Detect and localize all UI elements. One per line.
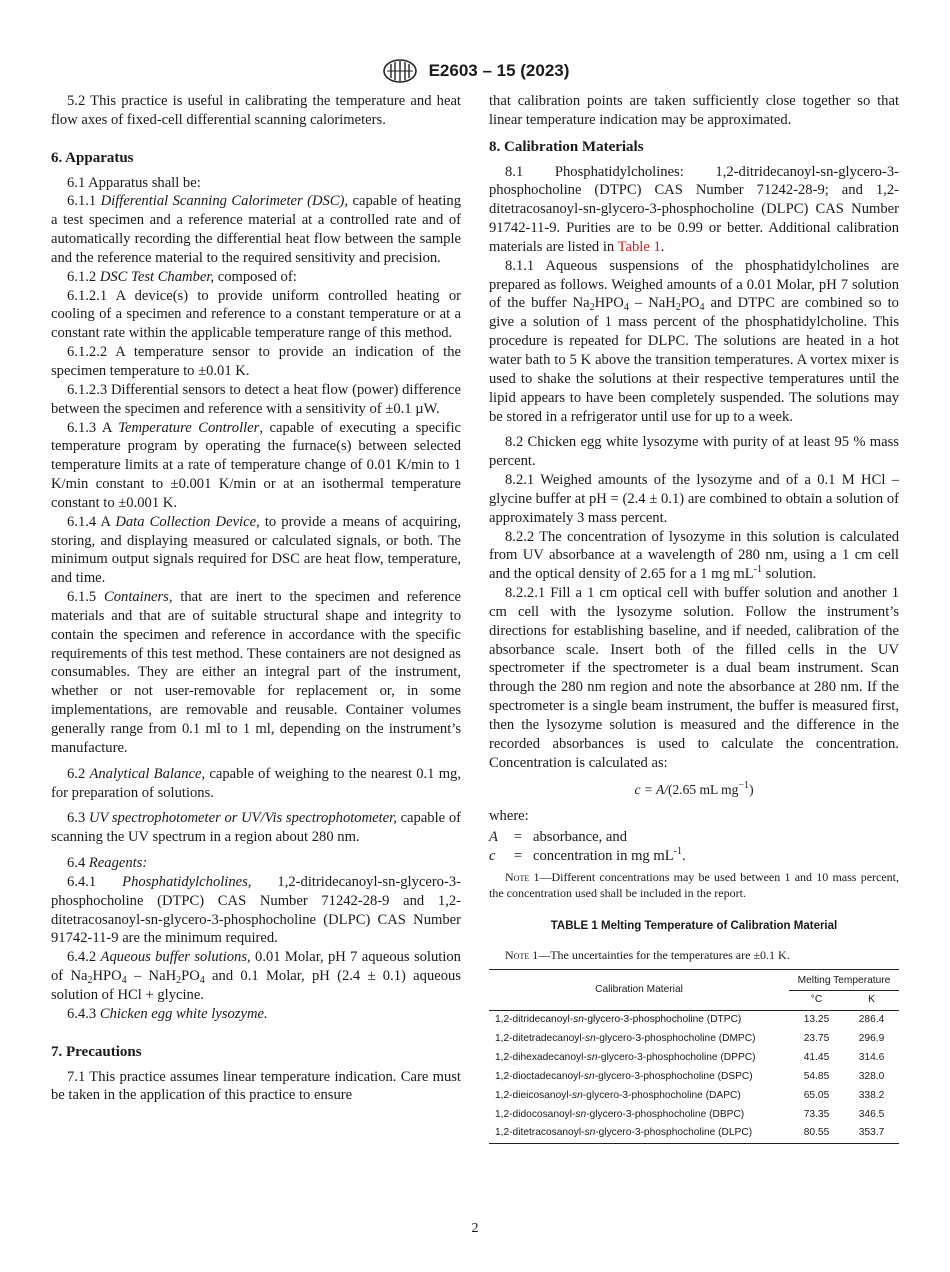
table-1-link[interactable]: Table 1 bbox=[617, 238, 661, 255]
paragraph-6-1-4: 6.1.4 A Data Collection Device, to provide a means of acquiring, storing, and displaying measured or calculated signals, or both. The minimum output signals required for DSC are heat flow, temperature, and time. bbox=[51, 513, 461, 587]
paragraph-6-1-2-1: 6.1.2.1 A device(s) to provide uniform controlled heating or cooling of a specimen and reference to a constant temperature or at a constant rate within the applicable temperature range of this method. bbox=[51, 287, 461, 342]
astm-logo-icon bbox=[381, 58, 419, 84]
material-cell: 1,2-dihexadecanoyl-sn-glycero-3-phosphocholine (DPPC) bbox=[495, 1051, 756, 1063]
note-1: Note 1—Different concentrations may be used between 1 and 10 mass percent, the concentration used shall be included in the report. bbox=[489, 869, 900, 900]
paragraph-7-1-continued: that calibration points are taken sufficiently close together so that linear temperature indication may be approximated. bbox=[489, 93, 899, 128]
material-cell: 1,2-dieicosanoyl-sn-glycero-3-phosphocholine (DAPC) bbox=[495, 1089, 741, 1101]
table-row bbox=[489, 1049, 899, 1068]
material-cell: 1,2-ditetracosanoyl-sn-glycero-3-phosphocholine (DLPC) bbox=[495, 1127, 753, 1139]
kelvin-cell: 296.9 bbox=[858, 1033, 885, 1045]
paragraph-6-4-3: 6.4.3 Chicken egg white lysozyme. bbox=[67, 1005, 268, 1022]
kelvin-cell: 338.2 bbox=[858, 1089, 885, 1101]
kelvin-cell: 314.6 bbox=[858, 1051, 885, 1063]
paragraph-8-2-2: 8.2.2 The concentration of lysozyme in this solution is calculated from UV absorbance at a wavelength of 280 nm, using a 1 cm cell and the optical density of 2.65 for a 1 mg $mL^{-1}$ solution. bbox=[489, 528, 899, 583]
material-cell: 1,2-didocosanoyl-sn-glycero-3-phosphocholine (DBPC) bbox=[495, 1108, 745, 1120]
celsius-cell: 73.35 bbox=[803, 1108, 830, 1120]
where-label: where: bbox=[489, 808, 529, 825]
paragraph-7-1: 7.1 This practice assumes linear temperature indication. Care must be taken in the application of this practice to ensure bbox=[51, 1068, 461, 1104]
page-number: 2 bbox=[471, 1221, 479, 1236]
paragraph-6-2: 6.2 Analytical Balance, capable of weighing to the nearest 0.1 mg, for preparation of solutions. bbox=[51, 765, 461, 801]
celsius-cell: 65.05 bbox=[803, 1089, 830, 1101]
page-header bbox=[0, 58, 950, 82]
celsius-cell: 80.55 bbox=[803, 1127, 830, 1139]
paragraph-6-4: 6.4 Reagents: bbox=[67, 855, 148, 872]
definition-c: c = concentration in mg $mL^{-1}$. bbox=[489, 846, 686, 865]
table-row bbox=[489, 1011, 899, 1030]
celsius-cell: 54.85 bbox=[803, 1070, 830, 1082]
paragraph-6-1-3: 6.1.3 A Temperature Controller, capable of executing a specific temperature program by operating the furnace(s) between selected temperature limits at a rate of temperature change of 0.01 K/min to 1 K/min constant to ±0.001 K/min or at an isothermal temperature constant to ±0.001 K. bbox=[51, 419, 461, 511]
kelvin-cell: 328.0 bbox=[858, 1070, 885, 1082]
material-cell: 1,2-ditetradecanoyl-sn-glycero-3-phosphocholine (DMPC) bbox=[495, 1033, 756, 1045]
paragraph-8-2: 8.2 Chicken egg white lysozyme with purity of at least 95 % mass percent. bbox=[489, 434, 899, 470]
kelvin-cell: 353.7 bbox=[858, 1127, 885, 1139]
table-row bbox=[489, 1030, 899, 1049]
celsius-cell: 23.75 bbox=[803, 1033, 830, 1045]
celsius-cell: 13.25 bbox=[803, 1014, 830, 1026]
column-header-celsius: °C bbox=[789, 991, 844, 1011]
table-note: Note 1—The uncertainties for the temperatures are ±0.1 K. bbox=[505, 947, 790, 962]
paragraph-6-1-1: 6.1.1 Differential Scanning Calorimeter (DSC), capable of heating a test specimen and a reference material at a controlled rate and of automatically recording the differential heat flow between the sample and the reference material to the required sensitivity and precision. bbox=[51, 193, 462, 266]
celsius-cell: 41.45 bbox=[803, 1051, 830, 1063]
section-6-heading: 6. Apparatus bbox=[51, 149, 134, 166]
material-cell: 1,2-ditridecanoyl-sn-glycero-3-phosphocholine (DTPC) bbox=[495, 1014, 742, 1026]
paragraph-6-1-2-3: 6.1.2.3 Differential sensors to detect a heat flow (power) difference between the specimen and reference with a sensitivity of ±0.1 µW. bbox=[51, 381, 461, 417]
kelvin-cell: 286.4 bbox=[858, 1014, 885, 1026]
column-header-material: Calibration Material bbox=[489, 969, 789, 1011]
paragraph-6-1-5: 6.1.5 Containers, that are inert to the specimen and reference materials and that are of suitable structural shape and integrity to contain the specimen and reference in accordance with the specific requirements of this test method. These containers are not designed as consumables. They are either an integral part of the instrument, whether or not user-removable for replacement or, in some implementations, are removable and reusable. Container volumes generally range from 0.1 ml to 1 ml, depending on the instrument’s manufacture. bbox=[51, 589, 461, 756]
column-header-kelvin: K bbox=[844, 991, 899, 1011]
paragraph-6-3: 6.3 UV spectrophotometer or UV/Vis spectrophotometer, capable of scanning the UV spectrum in a region about 280 nm. bbox=[51, 810, 461, 846]
material-cell: 1,2-dioctadecanoyl-sn-glycero-3-phosphocholine (DSPC) bbox=[495, 1070, 753, 1082]
paragraph-5-2: 5.2 This practice is useful in calibrating the temperature and heat flow axes of fixed-cell differential scanning calorimeters. bbox=[51, 93, 461, 128]
concentration-formula: c = A/(2.65 mL $mg^{-1}$) bbox=[634, 779, 754, 797]
paragraph-8-1: 8.1 Phosphatidylcholines: 1,2-ditridecanoyl-sn-glycero-3-phosphocholine (DTPC) CAS Number 71242-28-9; and 1,2-ditetracosanoyl-sn-glycero-3-phosphocholine (DLPC) CAS Number 91742-11-9. Purities are to be 0.99 or better. Additional calibration materials are listed in Table 1. bbox=[489, 163, 899, 255]
table-row bbox=[489, 1124, 899, 1143]
paragraph-6-1-2: 6.1.2 DSC Test Chamber, composed of: bbox=[67, 268, 297, 285]
kelvin-cell: 346.5 bbox=[858, 1108, 885, 1120]
paragraph-6-4-2: 6.4.2 Aqueous buffer solutions, 0.01 Molar, pH 7 aqueous solution of $Na_2HPO_4 - NaH_2PO_4$ and 0.1 Molar, pH (2.4 ± 0.1) aqueous solution of HCl + glycine. bbox=[51, 949, 461, 1003]
paragraph-6-1: 6.1 Apparatus shall be: bbox=[67, 174, 201, 191]
left-column bbox=[51, 92, 461, 1105]
paragraph-6-4-1: 6.4.1 Phosphatidylcholines, 1,2-ditridecanoyl-sn-glycero-3-phosphocholine (DTPC) CAS Number 71242-28-9 and 1,2-ditetracosanoyl-sn-glycero-3-phosphocholine (DLPC) CAS Number 91742-11-9 are the minimum required. bbox=[51, 873, 461, 947]
table-row bbox=[489, 1087, 899, 1106]
paragraph-8-1-1: 8.1.1 Aqueous suspensions of the phosphatidylcholines are prepared as follows. Weighed amounts of a 0.01 Molar, pH 7 solution of the buffer $Na_2HPO_4 - NaH_2PO_4$ and DTPC are combined so to give a solution of 1 mass percent of the phosphatidylcholine. This procedure is repeated for DLPC. The solutions are heated in a hot water bath to 5 K above the transition temperatures. A vortex mixer is used to shake the solutions at their respective temperatures until the lipid appears to have been completely suspended. The solutions may be stored in a refrigerator until use for up to a week. bbox=[489, 257, 899, 425]
document-designation: E2603 – 15 (2023) bbox=[428, 61, 570, 80]
definition-a: A = absorbance, and bbox=[489, 829, 628, 846]
section-7-heading: 7. Precautions bbox=[51, 1043, 142, 1060]
table-row bbox=[489, 1106, 899, 1125]
table-1-title: TABLE 1 Melting Temperature of Calibration Material bbox=[550, 919, 838, 932]
section-8-heading: 8. Calibration Materials bbox=[489, 138, 644, 155]
paragraph-8-2-2-1: 8.2.2.1 Fill a 1 cm optical cell with buffer solution and another 1 cm cell with the lysozyme solution. Follow the instrument’s directions for establishing baseline, and if needed, calibration of the absorbance scale. Insert both of the filled cells in the UV spectrometer if the spectrometer is a dual beam instrument. Scan through the 280 nm region and note the absorbance at 280 nm. If the spectrometer is a single beam instrument, the buffer is measured first, then the lysozyme solution is measured and the difference in the recorded absorbances is used to calculate the concentration. Concentration is calculated as: bbox=[489, 585, 899, 771]
paragraph-6-1-2-2: 6.1.2.2 A temperature sensor to provide an indication of the specimen temperature to ±0.01 K. bbox=[51, 344, 461, 379]
calibration-table bbox=[489, 969, 899, 1145]
column-header-melting: Melting Temperature bbox=[797, 974, 891, 986]
table-row bbox=[489, 1068, 899, 1087]
paragraph-8-2-1: 8.2.1 Weighed amounts of the lysozyme and of a 0.1 M HCl – glycine buffer at pH = (2.4 ± 0.1) are combined to obtain a solution of approximately 3 mass percent. bbox=[489, 472, 899, 526]
right-column bbox=[489, 92, 899, 1144]
